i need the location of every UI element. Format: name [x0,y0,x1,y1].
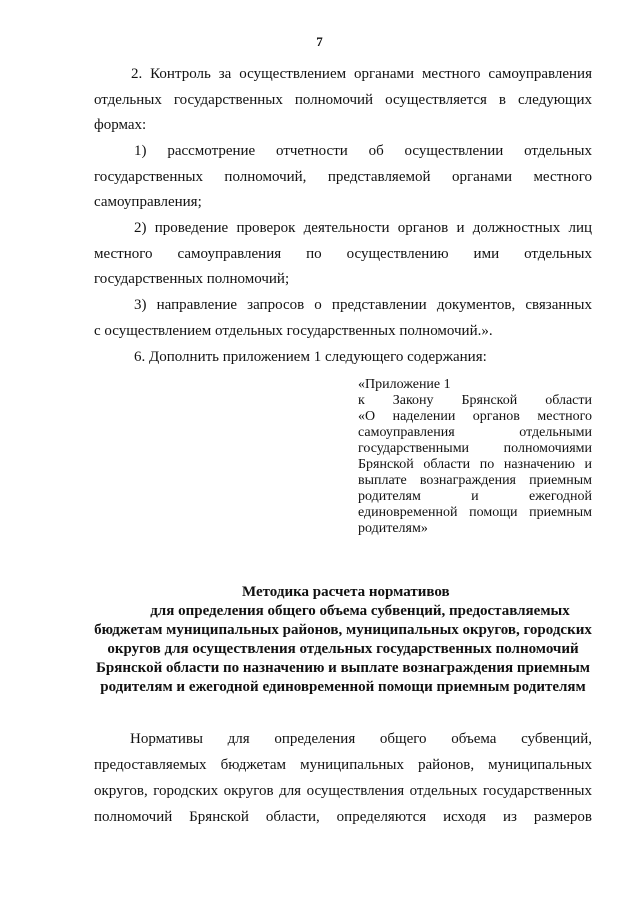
item6-text: 6. Дополнить приложением 1 следующего содержания: [134,349,487,365]
section2-line-2: отдельных государственных полномочий осуществляется в следующих [94,92,592,108]
item2-line-3: государственных полномочий; [94,271,290,287]
item3-line-1: 3) направление запросов о представлении документов, связанных [134,297,592,313]
methodology-title-line-3: бюджетам муниципальных районов, муниципальных округов, городских [94,622,592,638]
appendix-line-10: родителям» [358,521,428,536]
page-number: 7 [316,34,323,49]
methodology-title-line-2: для определения общего объема субвенций, предоставляемых [150,603,570,619]
item1-line-3: самоуправления; [94,194,202,210]
body-line-2: предоставляемых бюджетам муниципальных районов, муниципальных [94,757,592,773]
methodology-title-line-6: родителям и ежегодной единовременной помощи приемным родителям [100,679,586,695]
item1-line-1: 1) рассмотрение отчетности об осуществлении отдельных [134,143,592,159]
body-line-3: округов, городских округов для осуществления отдельных государственных [94,783,592,799]
body-line-1: Нормативы для определения общего объема субвенций, [130,731,592,747]
appendix-line-2: к Закону Брянской области [358,393,592,408]
item3-line-2: с осуществлением отдельных государственных полномочий.». [94,323,493,339]
section2-line-1: 2. Контроль за осуществлением органами местного самоуправления [131,66,592,82]
item2-line-2: местного самоуправления по осуществлению ими отдельных [94,246,592,262]
appendix-line-1: «Приложение 1 [358,377,451,392]
body-paragraph [94,726,592,830]
methodology-title-line-4: округов для осуществления отдельных государственных полномочий [107,641,579,657]
appendix-line-4: самоуправления отдельными [358,425,592,440]
appendix-line-8: родителям и ежегодной [358,489,592,504]
body-line-4: полномочий Брянской области, определяются исходя из размеров [94,809,592,825]
appendix-reference [358,377,592,537]
appendix-line-7: выплате вознаграждения приемным [358,473,592,488]
appendix-line-3: «О наделении органов местного [358,409,592,424]
section2-line-3: формах: [94,117,147,133]
item2-line-1: 2) проведение проверок деятельности органов и должностных лиц [134,220,592,236]
appendix-line-9: единовременной помощи приемным [358,505,592,520]
appendix-line-6: Брянской области по назначению и [358,457,592,472]
item1-line-2: государственных полномочий, представляемой органами местного [94,169,592,185]
methodology-title-line-5: Брянской области по назначению и выплате вознаграждения приемным [95,660,590,676]
methodology-title-line-1: Методика расчета нормативов [242,584,450,600]
appendix-line-5: государственными полномочиями [358,441,592,456]
